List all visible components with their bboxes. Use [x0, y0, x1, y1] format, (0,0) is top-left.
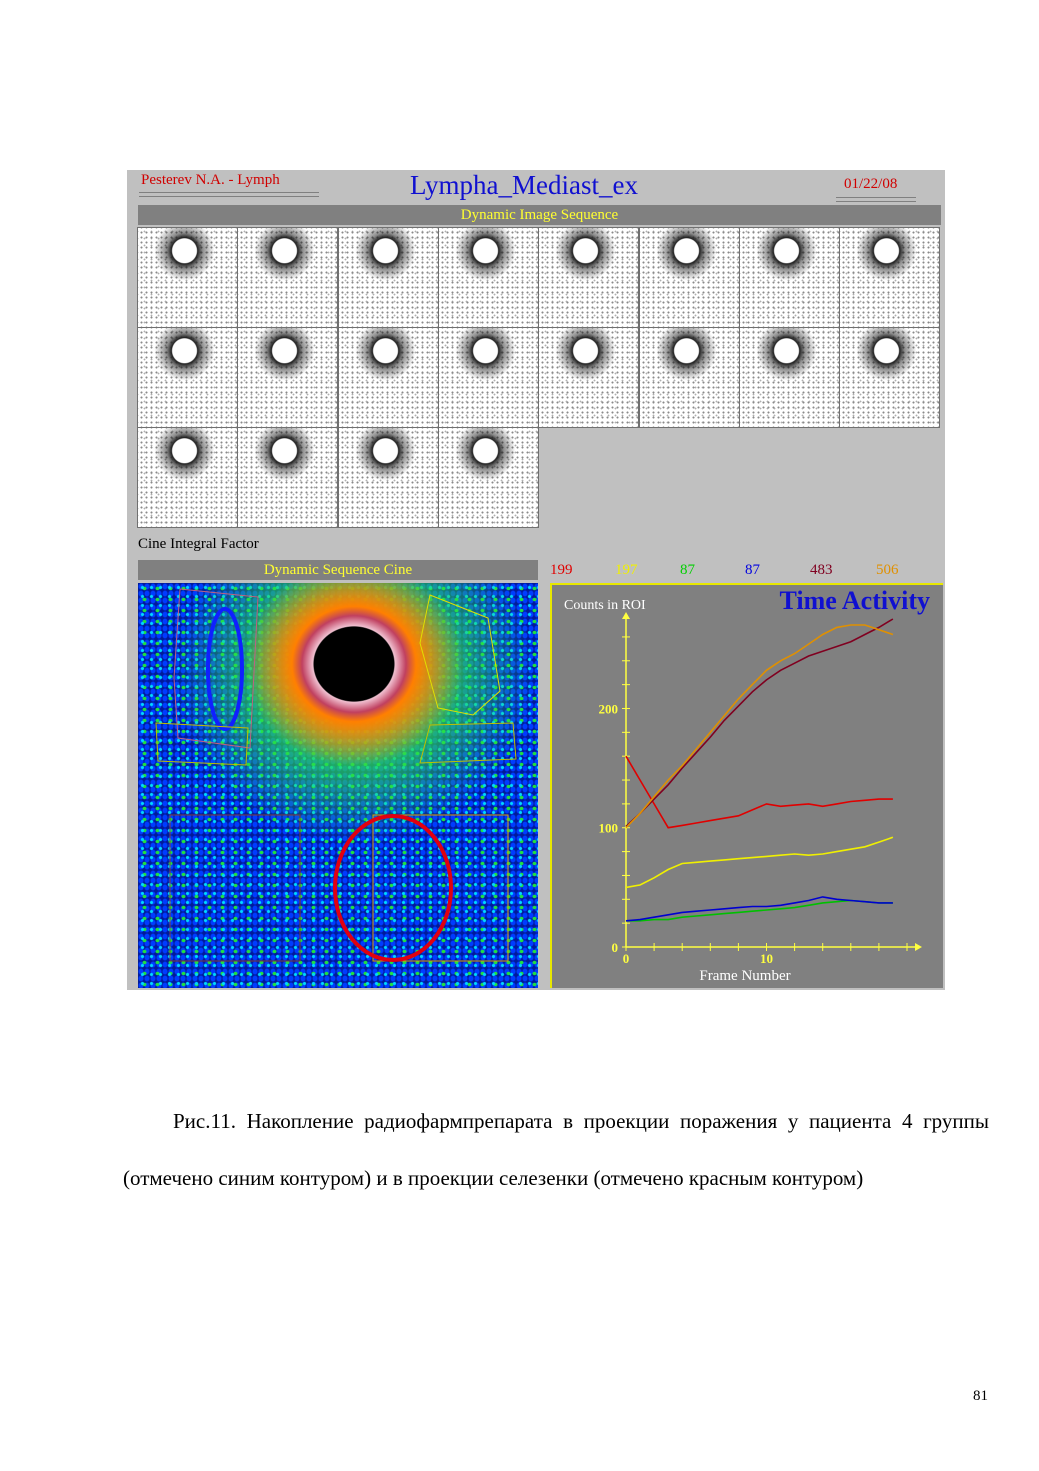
roi-count: 87: [745, 562, 760, 578]
dynamic-frame: [439, 228, 538, 327]
y-tick-label: 200: [598, 701, 618, 717]
series-line-0: [626, 756, 893, 828]
roi-outline-right-mid: [420, 723, 516, 763]
study-title: Lympha_Mediast_ex: [410, 170, 638, 200]
series-line-1: [626, 837, 893, 887]
roi-count: 87: [680, 562, 695, 578]
time-activity-chart: [550, 583, 943, 988]
chart-title: Time Activity: [779, 586, 930, 615]
dynamic-frame: [740, 328, 839, 427]
roi-rect-left: [170, 815, 300, 961]
y-tick-label: 100: [598, 820, 618, 836]
roi-count: 483: [810, 562, 833, 578]
time-activity-plot: [552, 585, 943, 988]
date-underline: [836, 197, 916, 202]
roi-rect-right: [373, 815, 508, 961]
y-tick-label: 0: [611, 940, 618, 955]
x-axis-arrow: [915, 943, 922, 951]
figure-caption: Рис.11. Накопление радиофармпрепарата в проекции поражения у пациента 4 группы (отмечено синим контуром) и в проекции селезенки (отмечено красным контуром): [123, 1109, 989, 1190]
dynamic-sequence-title: Dynamic Image Sequence: [138, 205, 941, 225]
series-line-2: [626, 901, 893, 921]
patient-underline: [139, 192, 319, 197]
roi-count: 506: [876, 562, 899, 578]
lesion-roi-blue: [208, 609, 242, 729]
cine-integral-label: Cine Integral Factor: [138, 536, 259, 552]
study-date: 01/22/08: [844, 176, 898, 192]
spleen-roi-red: [335, 816, 451, 960]
dynamic-frame: [339, 328, 438, 427]
roi-outline-left-mid: [156, 723, 248, 765]
dynamic-frame: [740, 228, 839, 327]
cine-heatmap: [138, 583, 538, 988]
roi-count: 197: [615, 562, 638, 578]
dynamic-frame: [238, 228, 337, 327]
x-tick-label: 0: [622, 951, 630, 966]
roi-overlay: [138, 583, 538, 988]
x-axis-label: Frame Number: [699, 968, 791, 984]
dynamic-frame: [640, 328, 739, 427]
dynamic-frame: [238, 328, 337, 427]
page-number: 81: [973, 1388, 988, 1404]
roi-outline-right-upper: [420, 595, 500, 715]
dynamic-frame: [539, 328, 638, 427]
dynamic-frame: [138, 428, 237, 527]
x-tick-label: 10: [760, 951, 773, 966]
dynamic-frame: [439, 328, 538, 427]
dynamic-frame: [840, 328, 939, 427]
dynamic-frame-grid: [138, 228, 941, 528]
y-axis-label: Counts in ROI: [564, 598, 646, 613]
dynamic-frame: [138, 328, 237, 427]
series-line-3: [626, 897, 893, 921]
dynamic-frame: [439, 428, 538, 527]
roi-count: 199: [550, 562, 573, 578]
dynamic-frame: [138, 228, 237, 327]
dynamic-frame: [840, 228, 939, 327]
dynamic-frame: [539, 228, 638, 327]
series-line-5: [626, 625, 893, 828]
dynamic-frame: [238, 428, 337, 527]
cine-title: Dynamic Sequence Cine: [138, 560, 538, 580]
patient-name: Pesterev N.A. - Lymph: [141, 172, 280, 188]
roi-counts: [550, 562, 945, 580]
series-line-4: [626, 619, 893, 827]
nuclear-medicine-figure: [127, 170, 945, 990]
y-axis-arrow: [622, 612, 630, 619]
dynamic-frame: [339, 228, 438, 327]
dynamic-frame: [640, 228, 739, 327]
dynamic-frame: [339, 428, 438, 527]
